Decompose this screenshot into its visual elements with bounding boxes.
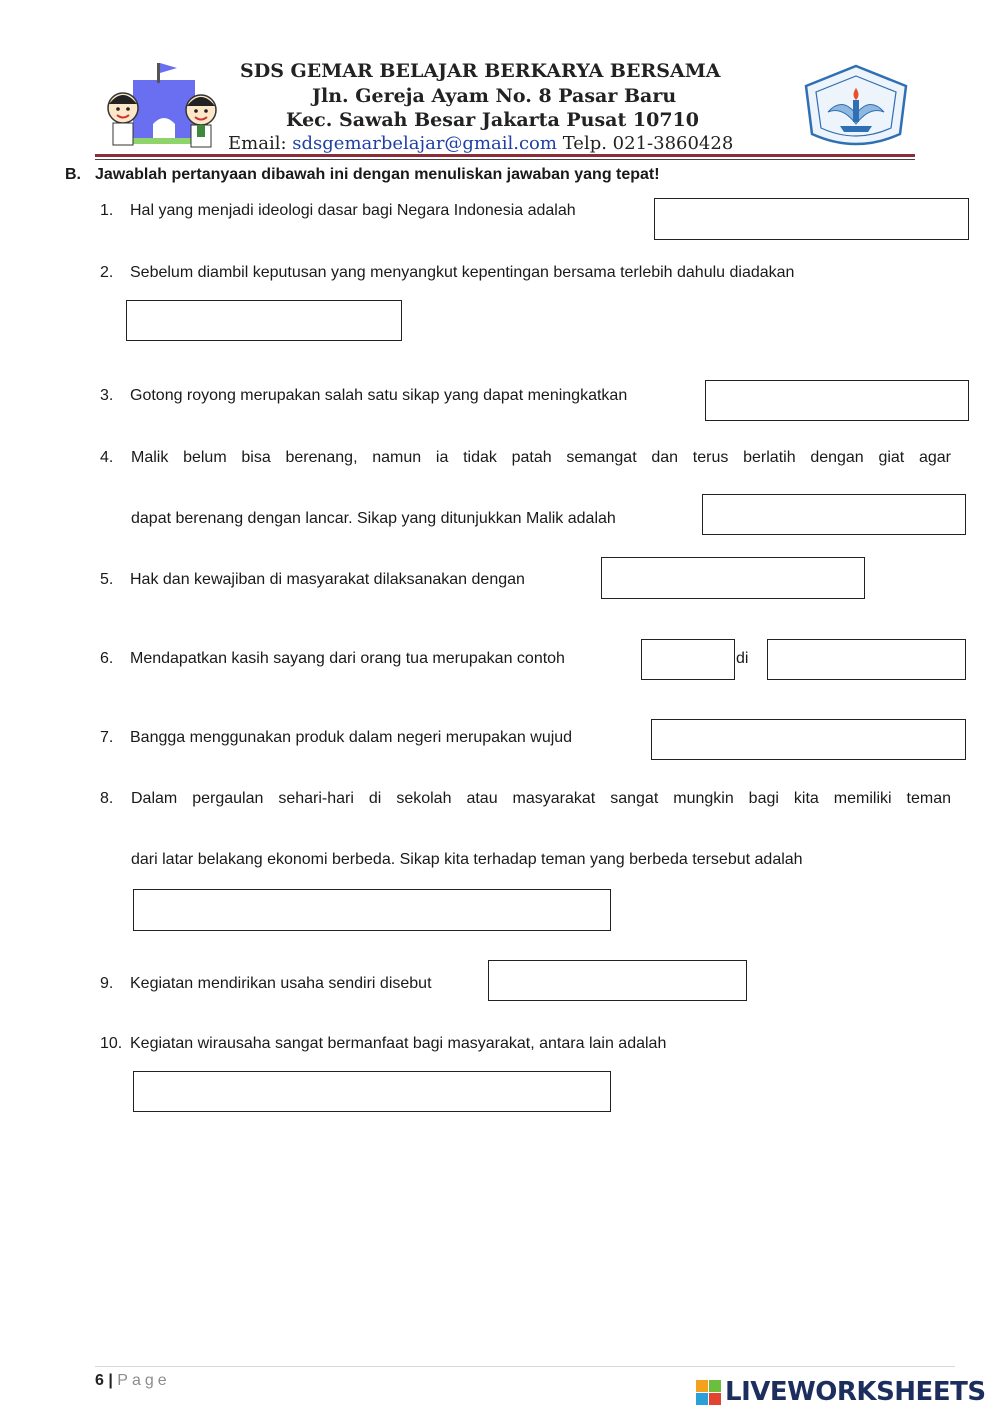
tut-wuri-emblem <box>798 62 914 154</box>
answer-box-4 <box>702 494 966 535</box>
answer-input-5[interactable] <box>602 558 864 598</box>
answer-input-4[interactable] <box>703 495 965 534</box>
question-7 <box>100 729 572 747</box>
question-10 <box>100 1035 666 1053</box>
page-number: 6 <box>95 1372 104 1389</box>
phone-number: Telp. 021-3860428 <box>562 133 734 154</box>
question-8-line1: Dalam pergaulan sehari-hari di sekolah atau masyarakat sangat mungkin bagi kita memiliki teman <box>131 790 951 807</box>
question-8-number <box>100 790 130 808</box>
question-number: 2. <box>100 264 114 281</box>
question-text: Kegiatan mendirikan usaha sendiri disebut <box>130 975 432 992</box>
question-text: Gotong royong merupakan salah satu sikap yang dapat meningkatkan <box>130 387 628 404</box>
answer-input-1[interactable] <box>655 199 968 239</box>
answer-input-2[interactable] <box>127 301 401 340</box>
answer-input-8[interactable] <box>134 890 610 930</box>
answer-input-6a[interactable] <box>642 640 734 679</box>
question-text: Hal yang menjadi ideologi dasar bagi Negara Indonesia adalah <box>130 202 576 219</box>
page-label: Page <box>117 1372 171 1389</box>
footer-divider <box>95 1366 955 1367</box>
answer-box-10 <box>133 1071 611 1112</box>
question-text: Bangga menggunakan produk dalam negeri merupakan wujud <box>130 729 573 746</box>
answer-input-9[interactable] <box>489 961 746 1000</box>
answer-box-6a <box>641 639 735 680</box>
question-text: Hak dan kewajiban di masyarakat dilaksanakan dengan <box>130 571 525 588</box>
question-number: 6. <box>100 650 114 667</box>
school-address-line2: Kec. Sawah Besar Jakarta Pusat 10710 <box>286 109 699 131</box>
email-label: Email: <box>228 133 287 154</box>
answer-box-5 <box>601 557 865 599</box>
answer-box-3 <box>705 380 969 421</box>
instruction-text: Jawablah pertanyaan dibawah ini dengan menuliskan jawaban yang tepat! <box>95 166 660 183</box>
school-name: SDS GEMAR BELAJAR BERKARYA BERSAMA <box>240 60 721 82</box>
question-number: 4. <box>100 449 114 466</box>
section-label: B. <box>65 166 81 183</box>
question-1 <box>100 202 576 220</box>
question-6-connector: di <box>736 650 749 667</box>
question-4-line2: dapat berenang dengan lancar. Sikap yang ditunjukkan Malik adalah <box>131 510 616 527</box>
question-8-line2: dari latar belakang ekonomi berbeda. Sikap kita terhadap teman yang berbeda tersebut adalah <box>131 851 803 868</box>
question-number: 10. <box>100 1035 123 1052</box>
answer-input-10[interactable] <box>134 1072 610 1111</box>
question-9 <box>100 975 432 993</box>
question-number: 5. <box>100 571 114 588</box>
liveworksheets-icon <box>696 1380 721 1405</box>
liveworksheets-brand: LIVEWORKSHEETS <box>725 1377 986 1407</box>
answer-input-6b[interactable] <box>768 640 965 679</box>
answer-box-8 <box>133 889 611 931</box>
section-instruction <box>65 166 660 184</box>
header-divider-thin <box>95 159 915 160</box>
answer-box-9 <box>488 960 747 1001</box>
question-number: 1. <box>100 202 114 219</box>
question-text: Mendapatkan kasih sayang dari orang tua merupakan contoh <box>130 650 565 667</box>
question-4-number <box>100 449 130 467</box>
question-4-line1: Malik belum bisa berenang, namun ia tidak patah semangat dan terus berlatih dengan giat agar <box>131 449 951 466</box>
question-text: Kegiatan wirausaha sangat bermanfaat bagi masyarakat, antara lain adalah <box>130 1035 667 1052</box>
liveworksheets-logo[interactable] <box>696 1376 986 1408</box>
school-contact <box>228 133 733 154</box>
page-footer <box>95 1372 171 1390</box>
question-number: 8. <box>100 790 114 807</box>
question-6 <box>100 650 565 668</box>
header-divider <box>95 154 915 157</box>
question-number: 3. <box>100 387 114 404</box>
question-number: 7. <box>100 729 114 746</box>
answer-box-1 <box>654 198 969 240</box>
question-text: Sebelum diambil keputusan yang menyangkut kepentingan bersama terlebih dahulu diadakan <box>130 264 795 281</box>
answer-box-7 <box>651 719 966 760</box>
answer-box-2 <box>126 300 402 341</box>
school-address-line1: Jln. Gereja Ayam No. 8 Pasar Baru <box>312 85 677 107</box>
school-logo <box>95 58 225 156</box>
question-number: 9. <box>100 975 114 992</box>
question-5 <box>100 571 525 589</box>
answer-input-7[interactable] <box>652 720 965 759</box>
answer-box-6b <box>767 639 966 680</box>
page-separator: | <box>108 1372 113 1389</box>
email-link[interactable]: sdsgemarbelajar@gmail.com <box>292 133 557 154</box>
question-3 <box>100 387 627 405</box>
answer-input-3[interactable] <box>706 381 968 420</box>
question-2 <box>100 264 794 282</box>
